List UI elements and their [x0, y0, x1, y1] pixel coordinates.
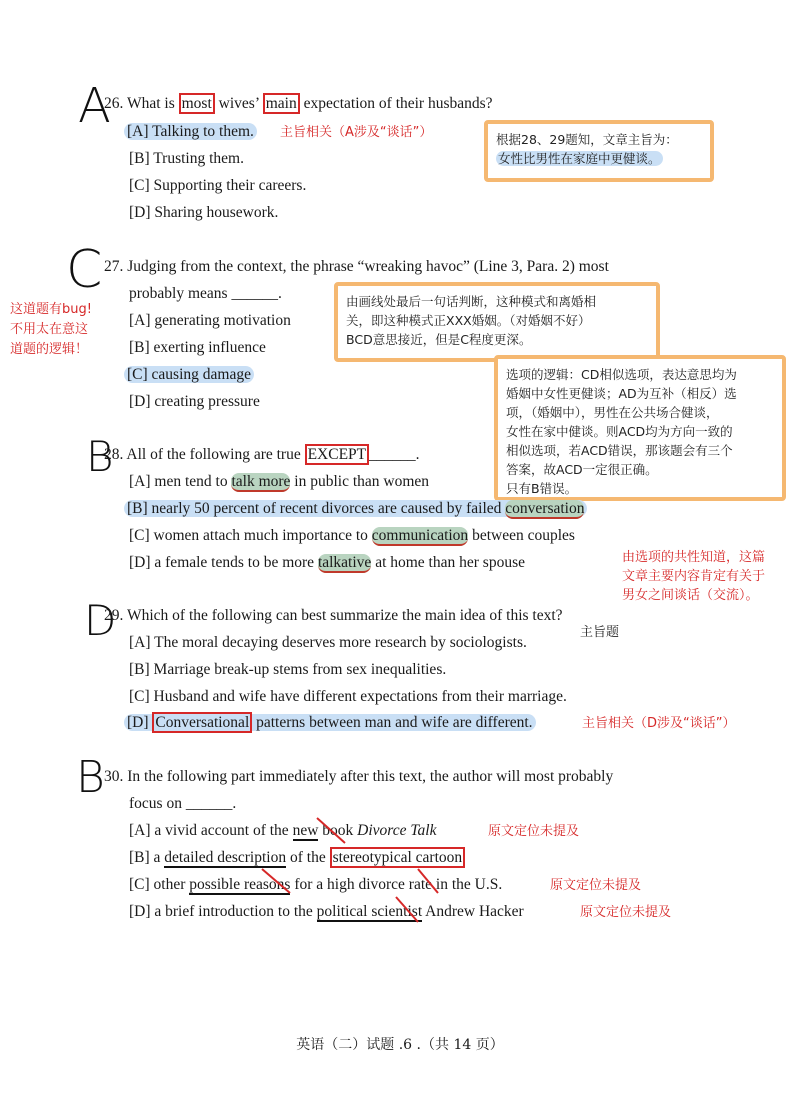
q26-option-a-text: [A] Talking to them. — [124, 123, 257, 140]
q27-option-d: [D] creating pressure — [129, 393, 260, 410]
q27-option-c — [124, 365, 254, 385]
q30-option-c — [129, 875, 502, 895]
q26-box-most: most — [179, 93, 215, 114]
note2-line3: BCD意思接近，但是C程度更深。 — [346, 332, 532, 347]
q30-option-a — [129, 821, 437, 841]
q27-stem-line1: 27. Judging from the context, the phrase “wreaking havoc” (Line 3, Para. 2) most — [104, 258, 609, 275]
q28-d-pre: [D] a female tends to be more — [129, 554, 318, 571]
q28-d-post: at home than her spouse — [371, 554, 525, 571]
q28-d-highlight: talkative — [317, 554, 372, 571]
q29-option-b: [B] Marriage break-up stems from sex inequalities. — [129, 661, 447, 678]
q30-b-pre: [B] a — [129, 849, 165, 866]
handwritten-letter-a: A — [78, 78, 111, 134]
q30-c-post: for a high divorce rate in the U.S. — [290, 876, 503, 893]
note3-line3: 项，（婚姻中），男性在公共场合健谈， — [506, 405, 719, 420]
q28-annot-line3: 男女之间谈话（交流）。 — [622, 588, 759, 603]
q29-stem: 29. Which of the following can best summarize the main idea of this text? — [104, 607, 563, 624]
q29-option-a: [A] The moral decaying deserves more research by sociologists. — [129, 634, 527, 651]
q28-c-highlight: communication — [371, 527, 469, 544]
q26-annotation: 主旨相关（A涉及“谈话”） — [280, 125, 433, 140]
q26-box-main: main — [263, 93, 300, 114]
q28-b-highlight: conversation — [505, 500, 585, 517]
q28-option-b — [124, 499, 587, 519]
handwritten-letter-d: D — [84, 596, 117, 645]
q29-d-pre: [D] — [127, 714, 153, 731]
q28-stem-post: ______. — [369, 446, 420, 463]
q30-c-underline: possible reasons — [189, 876, 291, 893]
q28-a-highlight: talk more — [231, 473, 291, 490]
q27-side-note — [10, 300, 92, 360]
q28-box-except: EXCEPT — [305, 444, 370, 465]
q27-side-line2: 不用太在意这 — [10, 322, 89, 337]
note1-line1: 根据28、29题知，文章主旨为： — [496, 132, 678, 147]
note2-line2: 关，即这种模式正XXX婚姻。（对婚姻不好） — [346, 313, 591, 328]
q28-a-post: in public than women — [290, 473, 430, 490]
q30-d-underline: political scientist — [316, 903, 423, 920]
q30-annotation-c: 原文定位未提及 — [550, 878, 642, 893]
q28-option-b-highlight — [124, 500, 587, 517]
note-box-2 — [334, 282, 660, 362]
q27-stem-line2: probably means ______. — [129, 285, 282, 302]
q27-option-c-text: [C] causing damage — [124, 366, 254, 383]
note2-line1: 由画线处最后一句话判断，这种模式和离婚相 — [346, 294, 597, 309]
q30-a-new: new — [292, 822, 319, 839]
q30-option-b — [129, 848, 465, 868]
q29-option-d-highlight — [124, 714, 536, 731]
handwritten-letter-b-30: B — [76, 752, 105, 803]
q29-d-post: patterns between man and wife are different. — [252, 714, 533, 731]
q30-a-title: Divorce Talk — [357, 822, 437, 839]
note3-line2: 婚姻中女性更健谈；AD为互补（相反）选 — [506, 386, 737, 401]
q30-annotation-a: 原文定位未提及 — [488, 824, 580, 839]
q28-annotation — [622, 548, 765, 605]
note1-line2: 女性比男性在家庭中更健谈。 — [498, 151, 661, 166]
q28-option-d — [129, 553, 525, 573]
q29-option-c: [C] Husband and wife have different expectations from their marriage. — [129, 688, 567, 705]
q28-option-c — [129, 526, 575, 546]
handwritten-letter-b-28: B — [86, 432, 114, 481]
q26-option-c: [C] Supporting their careers. — [129, 177, 307, 194]
q28-annot-line1: 由选项的共性知道，这篇 — [622, 550, 766, 565]
q28-annot-line2: 文章主要内容肯定有关于 — [622, 569, 766, 584]
q28-stem — [104, 445, 420, 465]
q30-stem-line2: focus on ______. — [129, 795, 237, 812]
q30-option-d — [129, 902, 524, 922]
q26-stem-pre: 26. What is — [104, 95, 179, 112]
q30-d-post: Andrew Hacker — [422, 903, 524, 920]
handwritten-letter-c: C — [66, 240, 103, 300]
q26-option-a — [124, 122, 257, 142]
q30-d-pre: [D] a brief introduction to the — [129, 903, 317, 920]
q30-b-box: stereotypical cartoon — [330, 847, 466, 868]
q30-a-pre: [A] a vivid account of the — [129, 822, 293, 839]
q26-stem-post: expectation of their husbands? — [299, 95, 493, 112]
q29-d-box: Conversational — [152, 712, 252, 733]
q27-side-line1: 这道题有bug! — [10, 302, 92, 317]
q27-option-a: [A] generating motivation — [129, 312, 291, 329]
q26-stem-mid: wives’ — [214, 95, 263, 112]
q27-side-line3: 道题的逻辑！ — [10, 342, 89, 357]
q26-option-d: [D] Sharing housework. — [129, 204, 279, 221]
q29-annotation: 主旨相关（D涉及“谈话”） — [582, 716, 736, 731]
q27-option-b: [B] exerting influence — [129, 339, 266, 356]
q28-c-post: between couples — [468, 527, 575, 544]
q30-b-detail: detailed description — [164, 849, 287, 866]
q26-option-b: [B] Trusting them. — [129, 150, 244, 167]
note3-line6: 答案，故ACD一定很正确。 — [506, 462, 658, 477]
note3-line7: 只有B错误。 — [506, 481, 578, 496]
q30-c-pre: [C] other — [129, 876, 190, 893]
q30-stem-line1: 30. In the following part immediately after this text, the author will most probably — [104, 768, 614, 785]
q28-a-pre: [A] men tend to — [129, 473, 232, 490]
note-box-1 — [484, 120, 714, 182]
q30-b-mid: of the — [286, 849, 330, 866]
q28-option-a — [129, 472, 429, 492]
note3-line1: 选项的逻辑：CD相似选项，表达意思均为 — [506, 367, 737, 382]
note3-line4: 女性在家中健谈。则ACD均为方向一致的 — [506, 424, 733, 439]
q30-annotation-d: 原文定位未提及 — [580, 905, 672, 920]
page-footer: 英语（二）试题 .6 .（共 14 页） — [296, 1037, 504, 1053]
q28-c-pre: [C] women attach much importance to — [129, 527, 372, 544]
q28-b-pre: [B] nearly 50 percent of recent divorces are caused by failed — [127, 500, 506, 517]
note3-line5: 相似选项，若ACD错误，那该题会有三个 — [506, 443, 733, 458]
q30-a-book: book — [318, 822, 358, 839]
q26-stem — [104, 94, 493, 114]
q29-option-d — [124, 713, 536, 733]
q28-stem-pre: 28. All of the following are true — [104, 446, 305, 463]
q29-tag: 主旨题 — [580, 625, 620, 640]
note-box-3 — [494, 355, 786, 501]
